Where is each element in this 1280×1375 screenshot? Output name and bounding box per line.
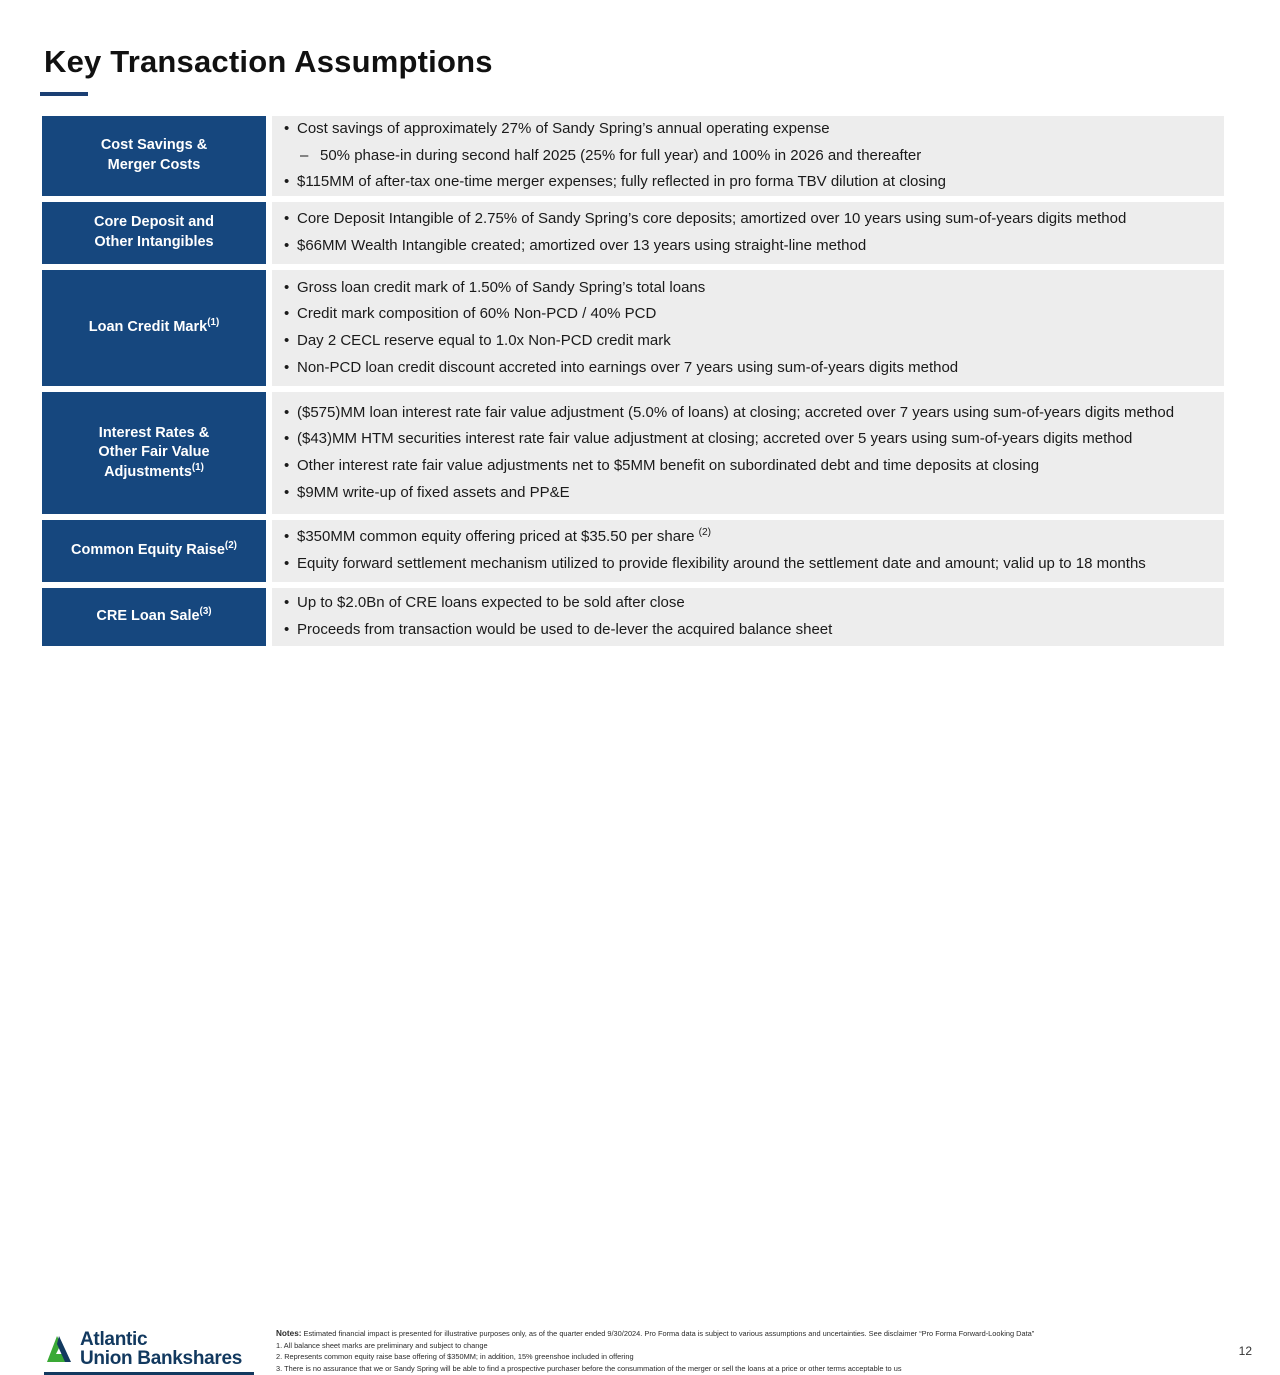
bullet: • Gross loan credit mark of 1.50% of Sandy Spring’s total loans — [284, 279, 1210, 298]
row-body-cost-savings — [272, 116, 1224, 196]
row-body-interest-rates — [272, 392, 1224, 514]
table-row — [42, 520, 1224, 582]
bullet — [284, 528, 1210, 547]
table-row — [42, 270, 1224, 386]
row-label-footnote: (3) — [199, 606, 212, 618]
row-label-main: CRE Loan Sale — [96, 608, 200, 625]
row-label-core-deposit — [42, 202, 266, 264]
logo-line-2: Union Bankshares — [80, 1348, 243, 1370]
bullet: • ($43)MM HTM securities interest rate fair value adjustment at closing; accreted over 5 years using sum-of-years digits method — [284, 430, 1210, 449]
row-body-core-deposit — [272, 202, 1224, 264]
bullet: • ($575)MM loan interest rate fair value adjustment (5.0% of loans) at closing; accreted over 7 years using sum-of-years digits method — [284, 404, 1210, 423]
row-label-main: Loan Credit Mark — [88, 319, 208, 336]
bullet: • $9MM write-up of fixed assets and PP&E — [284, 484, 1210, 503]
page-title: Key Transaction Assumptions — [44, 44, 493, 79]
bullet: • Proceeds from transaction would be used to de-lever the acquired balance sheet — [284, 621, 1210, 640]
footnote-intro-text: Estimated financial impact is presented for illustrative purposes only, as of the quarter ended 9/30/2024. Pro Forma data is subject to various assumptions and uncertainties. See disclaimer “Pro Forma Forward-Looking Data” — [301, 1329, 1035, 1338]
bullet: • Core Deposit Intangible of 2.75% of Sandy Spring’s core deposits; amortized over 10 years using sum-of-years digits method — [284, 210, 1210, 229]
table-row — [42, 202, 1224, 264]
page-number: 12 — [1238, 1344, 1252, 1358]
row-label-text — [89, 318, 219, 338]
row-label-interest-rates — [42, 392, 266, 514]
row-label-loan-credit-mark — [42, 270, 266, 386]
logo-mark-icon — [44, 1332, 74, 1366]
company-logo — [44, 1330, 242, 1369]
row-label-footnote: (1) — [191, 461, 204, 473]
bullet: • Non-PCD loan credit discount accreted into earnings over 7 years using sum-of-years digits method — [284, 359, 1210, 378]
bullet-text: $350MM common equity offering priced at $35.50 per share — [297, 528, 699, 546]
footnotes — [276, 1328, 1206, 1374]
footnote-label: Notes: — [276, 1329, 302, 1338]
bullet: • Equity forward settlement mechanism utilized to provide flexibility around the settlement date and amount; valid up to 18 months — [284, 555, 1210, 574]
table-row — [42, 392, 1224, 514]
table-row — [42, 588, 1224, 646]
row-label-footnote: (1) — [207, 317, 220, 329]
bullet: • $66MM Wealth Intangible created; amortized over 13 years using straight-line method — [284, 237, 1210, 256]
row-label-text: Interest Rates & Other Fair Value Adjustments$^{(1)}$ — [98, 424, 210, 480]
bullet: • $115MM of after-tax one-time merger expenses; fully reflected in pro forma TBV dilution at closing — [284, 173, 1210, 192]
bullet: • Cost savings of approximately 27% of Sandy Spring’s annual operating expense — [284, 120, 1210, 139]
row-label-common-equity-raise — [42, 520, 266, 582]
row-label-text: Cost Savings & Merger Costs — [100, 137, 208, 173]
slide-footer — [0, 660, 1280, 1373]
footnote-intro — [276, 1328, 1206, 1340]
logo-text — [80, 1330, 242, 1369]
footnote-item: 3. There is no assurance that we or Sandy Spring will be able to find a prospective purchaser before the consummation of the merger or sell the loans at a price or other terms acceptable to us — [276, 1363, 902, 1373]
row-label-text: Core Deposit and Other Intangibles — [93, 214, 215, 250]
footnote-item: 1. All balance sheet marks are preliminary and subject to change — [276, 1341, 488, 1351]
bullet: • Day 2 CECL reserve equal to 1.0x Non-PCD credit mark — [284, 332, 1210, 351]
assumptions-table — [42, 116, 1224, 652]
bullet: • Credit mark composition of 60% Non-PCD / 40% PCD — [284, 305, 1210, 324]
row-label-text — [96, 607, 211, 627]
bullet: • Up to $2.0Bn of CRE loans expected to be sold after close — [284, 594, 1210, 613]
row-body-loan-credit-mark — [272, 270, 1224, 386]
row-body-common-equity-raise — [272, 520, 1224, 582]
logo-line-1: Atlantic — [80, 1329, 148, 1350]
row-label-footnote: (2) — [224, 540, 237, 552]
title-underline — [40, 92, 88, 96]
table-row — [42, 116, 1224, 196]
row-label-main: Common Equity Raise — [71, 542, 225, 559]
row-label-cost-savings — [42, 116, 266, 196]
bullet: • Other interest rate fair value adjustments net to $5MM benefit on subordinated debt and time deposits at closing — [284, 457, 1210, 476]
bullet-footnote: (2) — [698, 527, 712, 539]
row-label-cre-loan-sale — [42, 588, 266, 646]
row-body-cre-loan-sale — [272, 588, 1224, 646]
sub-bullet: – 50% phase-in during second half 2025 (25% for full year) and 100% in 2026 and thereafter — [284, 147, 1210, 166]
row-label-text — [71, 541, 237, 561]
footnote-item: 2. Represents common equity raise base offering of $350MM; in addition, 15% greenshoe included in offering — [276, 1352, 634, 1362]
